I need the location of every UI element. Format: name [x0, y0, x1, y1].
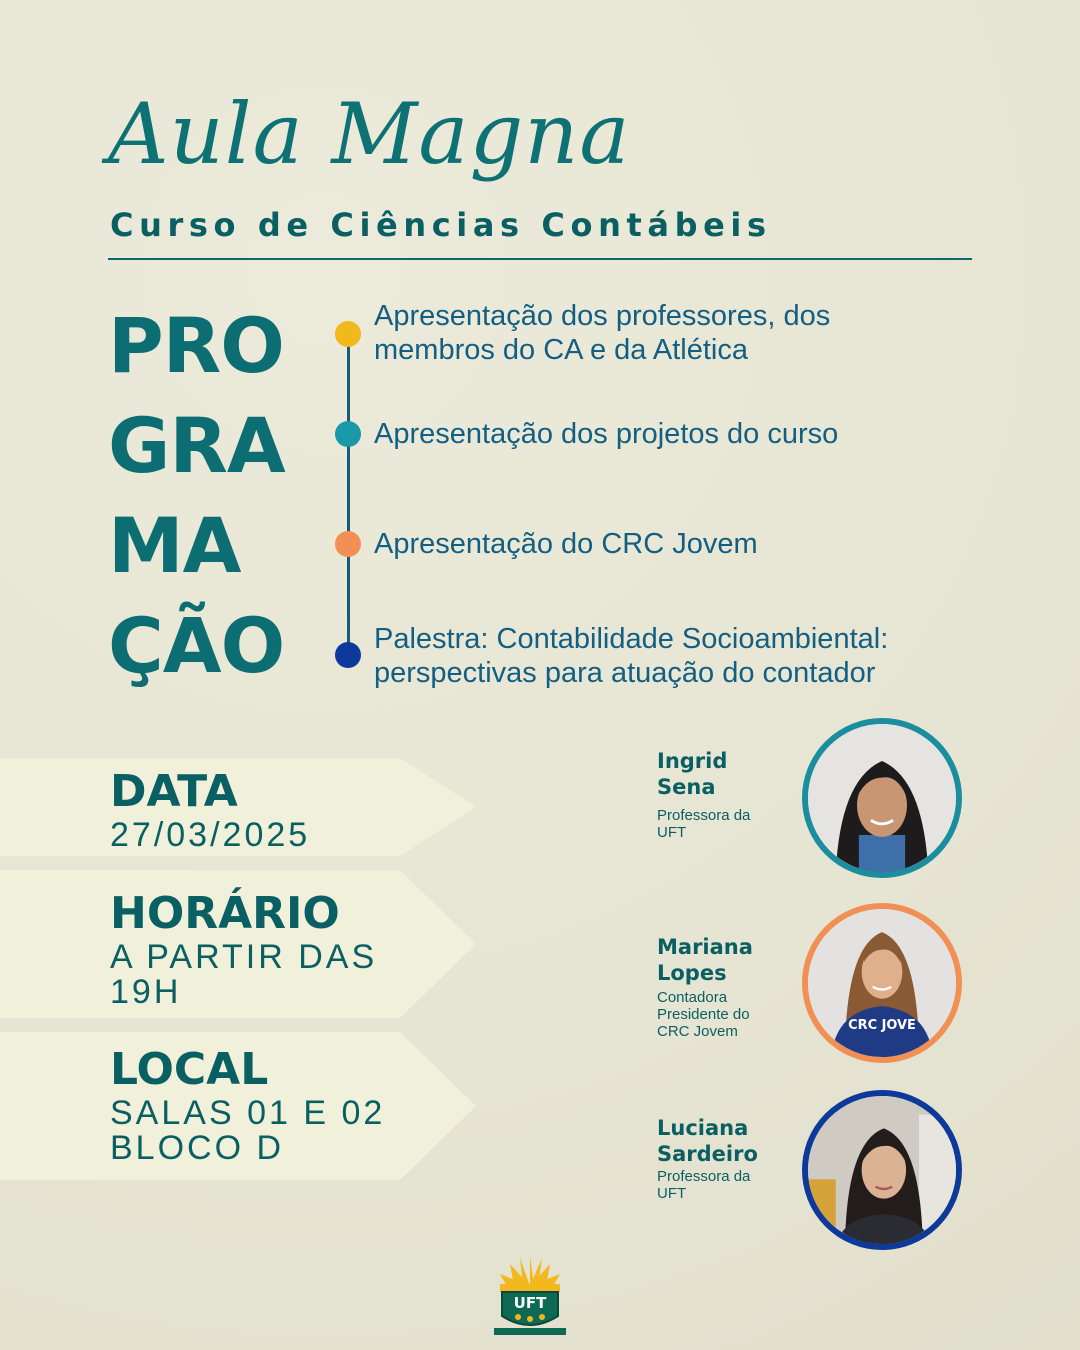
time-value-line: A PARTIR DAS — [110, 938, 378, 976]
avatar — [802, 903, 962, 1063]
time-value-line: 19H — [110, 973, 182, 1011]
speaker-name: Mariana Lopes — [657, 935, 753, 985]
programacao-line: GRA — [108, 401, 285, 490]
speaker-name: Ingrid Sena — [657, 749, 728, 799]
header-divider — [108, 258, 972, 260]
speaker-role: Contadora Presidente do CRC Jovem — [657, 989, 750, 1040]
date-value: 27/03/2025 — [110, 816, 311, 854]
location-label: LOCAL — [110, 1044, 269, 1095]
speaker-role: Professora da UFT — [657, 1168, 751, 1202]
avatar — [802, 718, 962, 878]
timeline-dot — [335, 321, 361, 347]
timeline-dot — [335, 642, 361, 668]
date-label: DATA — [110, 766, 238, 817]
timeline-line — [347, 332, 350, 658]
page-subtitle: Curso de Ciências Contábeis — [110, 206, 772, 244]
logo-text: UFT — [513, 1294, 547, 1312]
schedule-item: Palestra: Contabilidade Socioambiental: perspectivas para atuação do contador — [374, 623, 889, 689]
schedule-item: Apresentação dos professores, dos membros do CA e da Atlética — [374, 300, 831, 366]
programacao-line: MA — [108, 501, 241, 590]
schedule-item: Apresentação dos projetos do curso — [374, 418, 839, 450]
programacao-heading — [108, 296, 285, 696]
programacao-line: PRO — [108, 301, 284, 390]
uft-crest-icon — [490, 1254, 570, 1340]
programacao-line: ÇÃO — [108, 601, 285, 690]
speaker-photo — [808, 909, 956, 1057]
timeline-dot — [335, 421, 361, 447]
page-title: Aula Magna — [108, 85, 631, 183]
timeline-dot — [335, 531, 361, 557]
time-label: HORÁRIO — [110, 888, 340, 939]
speaker-photo — [808, 724, 956, 872]
speaker-name: Luciana Sardeiro — [657, 1116, 758, 1166]
schedule-item: Apresentação do CRC Jovem — [374, 528, 758, 560]
avatar — [802, 1090, 962, 1250]
location-value-line: SALAS 01 E 02 — [110, 1094, 386, 1132]
location-value-line: BLOCO D — [110, 1129, 285, 1167]
speaker-role: Professora da UFT — [657, 807, 751, 841]
speaker-photo — [808, 1096, 956, 1244]
shirt-logo-text: CRC JOVE — [848, 1018, 916, 1034]
